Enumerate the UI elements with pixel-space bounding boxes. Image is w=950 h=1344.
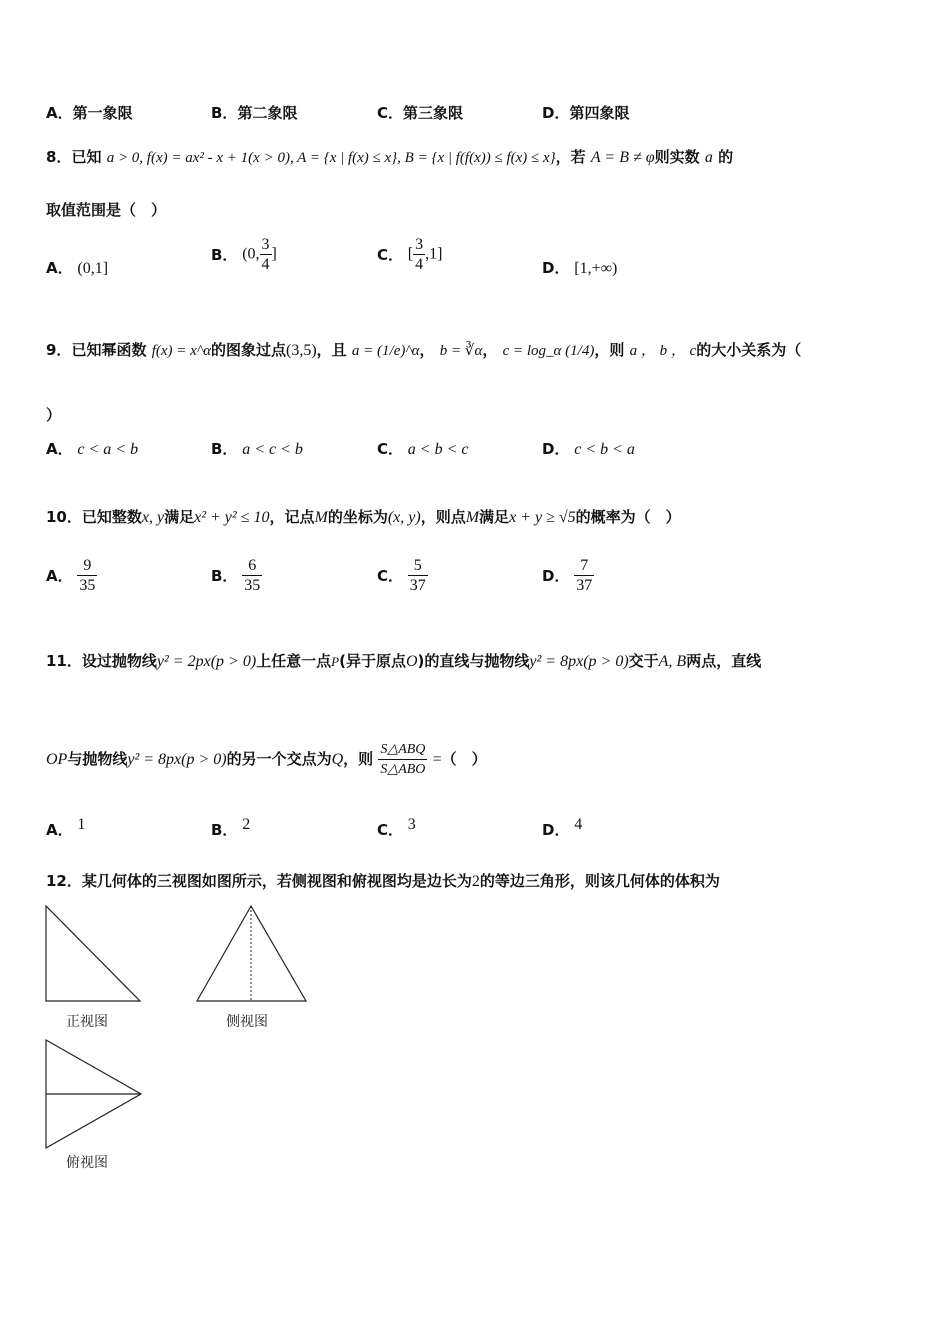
q8-condition: A = B ≠ φ [590,149,655,166]
option-label: A． [46,821,73,839]
option-label: C． [377,440,404,458]
q10-t1: 满足 [164,508,195,526]
option-fraction [408,556,428,595]
q11-line-op: OP [46,751,68,768]
front-view-figure [44,904,144,1004]
q10-option-d [542,556,594,595]
fraction-numerator: 6 [242,556,262,576]
q10-t2: ，记点 [269,508,315,526]
option-fraction [413,235,425,274]
q9-lead: 已知幂函数 [71,341,147,359]
q10-option-c [377,556,428,595]
option-post: ] [271,245,277,263]
q8-variable: a [704,149,713,166]
q11-t2: (异于原点 [339,652,406,670]
option-post: ,1] [425,245,443,263]
option-fraction [574,556,594,595]
fraction-numerator: 3 [261,236,270,253]
option-label: A． [46,567,73,585]
q9-option-c [377,438,469,459]
q11-t3: )的直线与抛物线 [417,652,530,670]
q9-point: (3,5) [286,342,317,359]
q11-t8: ，则 [343,750,374,768]
fraction-denominator: 4 [261,256,270,273]
q9-function: f(x) = x^α [151,343,211,359]
option-pre: (0, [242,245,260,263]
q12-side-length: 2 [471,873,480,890]
q10-t6: 的概率为（ ） [575,508,681,526]
q11-t7: 的另一个交点为 [226,750,332,768]
q11-number: 11． [46,652,82,670]
q9-t2: ，且 [316,341,347,359]
q11-point-p: P [331,654,340,669]
option-label: D． [542,567,570,585]
q10-t3: 的坐标为 [327,508,388,526]
q9-t1: 的图象过点 [210,341,286,359]
q10-inequality: x² + y² ≤ 10 [194,509,270,526]
q11-point-q: Q [331,751,344,768]
q10-point-m: M [314,509,328,526]
side-view-figure [195,904,309,1004]
q8-option-c [377,235,442,274]
option-fraction [242,556,262,595]
option-label: A． [46,440,73,458]
option-label: D． [542,440,570,458]
option-label: B． [211,567,238,585]
q10-number: 10． [46,508,82,526]
q11-parabola-3: y² = 8px(p > 0) [127,751,227,768]
q9-t3: ，则 [594,341,625,359]
fraction-denominator: 4 [415,256,424,273]
q8-option-d [542,257,617,278]
front-view-caption: 正视图 [66,1014,108,1030]
fraction-denominator: 37 [576,577,593,594]
q9-a-expression: a = (1/e)^α [351,343,420,359]
q11-area-ratio [378,740,427,779]
q12-text2: 的等边三角形，则该几何体的体积为 [479,872,720,890]
ratio-numerator: S△ABQ [378,740,427,760]
fraction-denominator: 37 [409,577,426,594]
q11-stem [46,650,761,671]
q7-option-c [377,102,463,123]
option-label: B． [211,440,238,458]
q10-lead: 已知整数 [81,508,142,526]
option-value: c < b < a [574,441,635,458]
q10-coordinates: (x, y) [387,509,421,526]
q11-parabola-1: y² = 2px(p > 0) [156,653,257,670]
option-label: C． [377,821,404,839]
option-label: A． [46,259,73,277]
q10-condition: x + y ≥ √5 [509,509,576,526]
option-label: C． [377,246,404,264]
q8-tail1: 则实数 [654,148,700,166]
fraction-numerator: 9 [77,556,97,576]
option-text: 第四象限 [569,104,630,122]
option-pre: [ [407,245,414,263]
fraction-numerator: 3 [415,236,424,253]
q9-sep2: ， [482,341,498,359]
q9-t4: 的大小关系为（ [696,341,802,359]
q11-option-b [211,816,250,840]
option-label: D． [542,104,570,122]
q9-sep1: ， [419,341,435,359]
option-text: 第一象限 [72,104,133,122]
q9-c-expression: c = log_α (1/4) [502,343,595,359]
option-value: 1 [77,816,86,833]
option-fraction [77,556,97,595]
option-value: 3 [407,816,416,833]
option-label: D． [542,821,570,839]
q12-text: 某几何体的三视图如图所示，若侧视图和俯视图均是边长为 [81,872,472,890]
q10-stem [46,506,681,527]
q9-number: 9． [46,341,72,359]
q9-option-d [542,438,635,459]
ratio-denominator: S△ABO [380,762,426,777]
q9-stem-line2: ） [46,406,62,424]
q10-point-m-2: M [465,509,480,526]
option-value: a < c < b [242,441,303,458]
q10-vars: x, y [141,509,165,526]
option-label: A． [46,104,73,122]
q8-stem [46,146,733,167]
q8-option-b [211,235,277,274]
top-view-caption: 俯视图 [66,1155,108,1171]
q11-t5: 两点，直线 [686,652,762,670]
side-view-caption: 侧视图 [226,1014,268,1030]
q9-option-b [211,438,303,459]
option-label: C． [377,104,404,122]
option-value: 2 [242,816,251,833]
q11-t9: （ ） [441,750,487,768]
q8-tail2: 的 [718,148,734,166]
option-value: a < b < c [407,441,469,458]
option-fraction [260,235,272,274]
q11-points-ab: A, B [658,653,687,670]
q11-t6: 与抛物线 [67,750,128,768]
q11-t1: 上任意一点 [256,652,332,670]
option-text: 第三象限 [403,104,464,122]
q10-t5: 满足 [479,508,510,526]
q11-t4: 交于 [628,652,659,670]
q11-lead: 设过抛物线 [81,652,157,670]
q11-stem-line2 [46,734,487,785]
q11-option-d [542,816,582,840]
option-value: 4 [574,816,583,833]
q7-option-b [211,102,297,123]
q11-option-a [46,816,85,840]
option-value: (0,1] [77,260,109,277]
option-label: C． [377,567,404,585]
front-view-triangle [46,906,140,1001]
option-text: 第二象限 [237,104,298,122]
q9-b-expression: b = ∛α [439,343,483,359]
q8-mid: ，若 [555,148,586,166]
option-label: B． [211,246,238,264]
q8-formula: a > 0, f(x) = ax² - x + 1(x > 0), A = {x | f(x) ≤ x}, B = {x | f(f(x)) ≤ f(x) ≤ x} [106,150,556,166]
q12-number: 12． [46,872,82,890]
q8-option-a [46,257,108,278]
option-value: [1,+∞) [574,260,618,277]
q10-t4: ，则点 [420,508,466,526]
q12-stem [46,870,720,891]
q9-stem [46,324,801,377]
top-view-figure [44,1038,144,1152]
q11-parabola-2: y² = 8px(p > 0) [529,653,629,670]
fraction-denominator: 35 [244,577,261,594]
q11-origin: O [405,653,418,670]
q8-stem-line2: 取值范围是（ ） [46,201,167,219]
q9-option-a [46,438,138,459]
fraction-numerator: 7 [574,556,594,576]
q11-option-c [377,816,416,840]
option-value: c < a < b [77,441,139,458]
q8-lead: 已知 [71,148,102,166]
q11-equals: = [432,751,442,768]
q7-option-d [542,102,629,123]
option-label: D． [542,259,570,277]
fraction-denominator: 35 [79,577,96,594]
fraction-numerator: 5 [408,556,428,576]
q10-option-b [211,556,262,595]
q7-option-a [46,102,133,123]
q10-option-a [46,556,97,595]
q8-number: 8． [46,148,72,166]
option-label: B． [211,104,238,122]
option-label: B． [211,821,238,839]
q9-variables: a ， b ， c [629,343,697,359]
